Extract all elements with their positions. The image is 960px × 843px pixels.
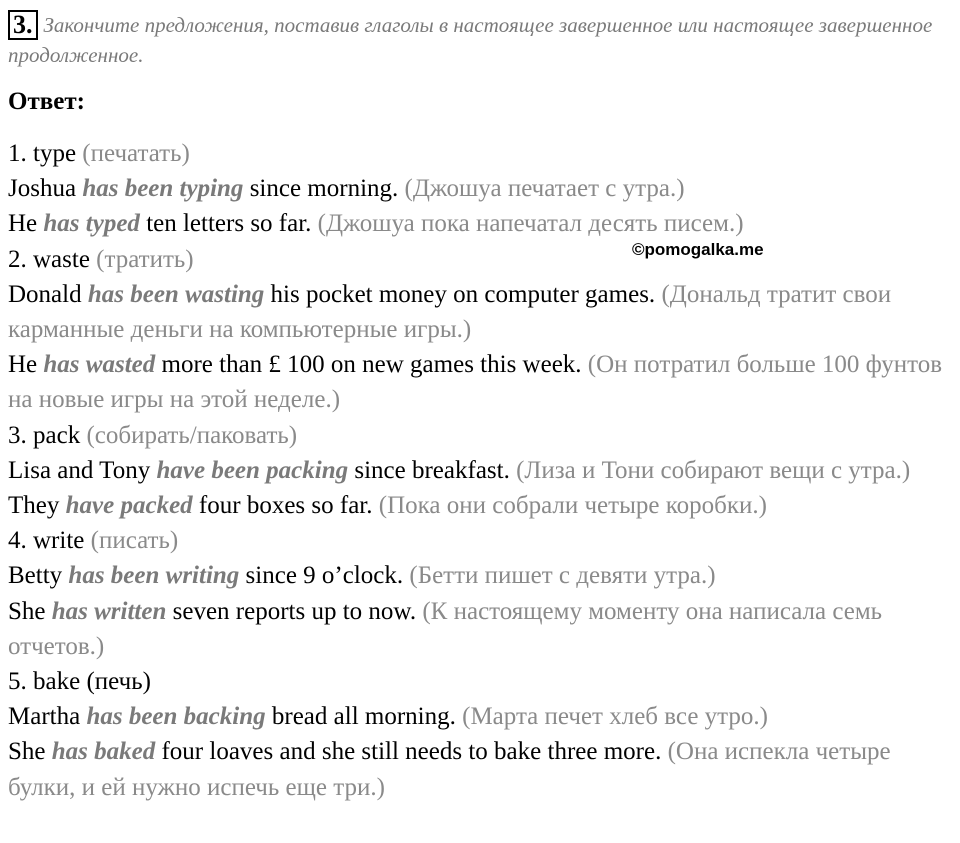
answer-line: 2. waste (тратить) bbox=[8, 245, 194, 273]
translation: (Бетти пишет с девяти утра.) bbox=[409, 562, 716, 590]
watermark: ©pomogalka.me bbox=[632, 240, 764, 259]
answer-content bbox=[8, 136, 953, 805]
answer-line: She has baked four loaves and she still needs to bake three more. (Она испекла четыре булки, и ей нужно испечь еще три.) bbox=[8, 738, 891, 801]
verb-form: have been packing bbox=[156, 456, 349, 484]
answer-line: He has typed ten letters so far. (Джошуа пока напечатал десять писем.) bbox=[8, 210, 744, 238]
translation: (писать) bbox=[90, 527, 179, 555]
verb-form: has wasted bbox=[43, 351, 156, 379]
translation: (собирать/паковать) bbox=[86, 421, 298, 449]
translation: (Пока они собрали четыре коробки.) bbox=[378, 492, 767, 520]
verb-form: has been wasting bbox=[87, 280, 265, 308]
translation: (Лиза и Тони собирают вещи с утра.) bbox=[516, 456, 911, 484]
translation: (Она испекла четыре булки, и ей нужно испечь еще три.) bbox=[8, 738, 891, 801]
verb-form: has typed bbox=[43, 210, 140, 238]
translation: (Дональд тратит свои карманные деньги на компьютерные игры.) bbox=[8, 280, 892, 344]
translation: (К настоящему моменту она написала семь отчетов.) bbox=[8, 597, 883, 660]
answer-line: Lisa and Tony have been packing since breakfast. (Лиза и Тони собирают вещи с утра.) bbox=[8, 456, 911, 484]
answer-label: Ответ: bbox=[8, 88, 85, 115]
verb-form: has written bbox=[51, 597, 167, 625]
translation: (печатать) bbox=[82, 140, 190, 167]
task-number: 3. bbox=[8, 10, 38, 40]
task-instruction: Закончите предложения, поставив глаголы в настоящее завершенное или настоящее завершенное продолженное. bbox=[8, 13, 933, 67]
answer-line: 4. write (писать) bbox=[8, 527, 179, 555]
answer-line: Martha has been backing bread all morning. (Марта печет хлеб все утро.) bbox=[8, 703, 768, 731]
translation: (Он потратил больше 100 фунтов на новые игры на этой неделе.) bbox=[8, 351, 943, 414]
verb-form: has been typing bbox=[82, 175, 244, 203]
answer-line: 3. pack (собирать/паковать) bbox=[8, 421, 298, 449]
verb-form: has been backing bbox=[86, 703, 266, 731]
answer-line: Betty has been writing since 9 o’clock. (Бетти пишет с девяти утра.) bbox=[8, 562, 716, 590]
translation: (тратить) bbox=[96, 245, 194, 273]
answer-line: Donald has been wasting his pocket money on computer games. (Дональд тратит свои карманные деньги на компьютерные игры.) bbox=[8, 280, 892, 344]
verb-form: have packed bbox=[65, 492, 193, 520]
answer-line: 5. bake (печь) bbox=[8, 668, 151, 696]
answer-line: 1. type (печатать) bbox=[8, 140, 190, 167]
translation: (Марта печет хлеб все утро.) bbox=[462, 703, 768, 731]
verb-form: has been writing bbox=[68, 562, 240, 590]
translation: (Джошуа печатает с утра.) bbox=[404, 175, 685, 203]
answer-line: He has wasted more than £ 100 on new games this week. (Он потратил больше 100 фунтов на новые игры на этой неделе.) bbox=[8, 351, 943, 414]
answer-line: They have packed four boxes so far. (Пока они собрали четыре коробки.) bbox=[8, 492, 767, 520]
verb-form: has baked bbox=[51, 738, 156, 766]
answer-line: She has written seven reports up to now. (К настоящему моменту она написала семь отчетов.) bbox=[8, 597, 883, 660]
translation: (Джошуа пока напечатал десять писем.) bbox=[317, 210, 744, 238]
answer-line: Joshua has been typing since morning. (Джошуа печатает с утра.) bbox=[8, 175, 685, 203]
task-header bbox=[8, 10, 953, 70]
